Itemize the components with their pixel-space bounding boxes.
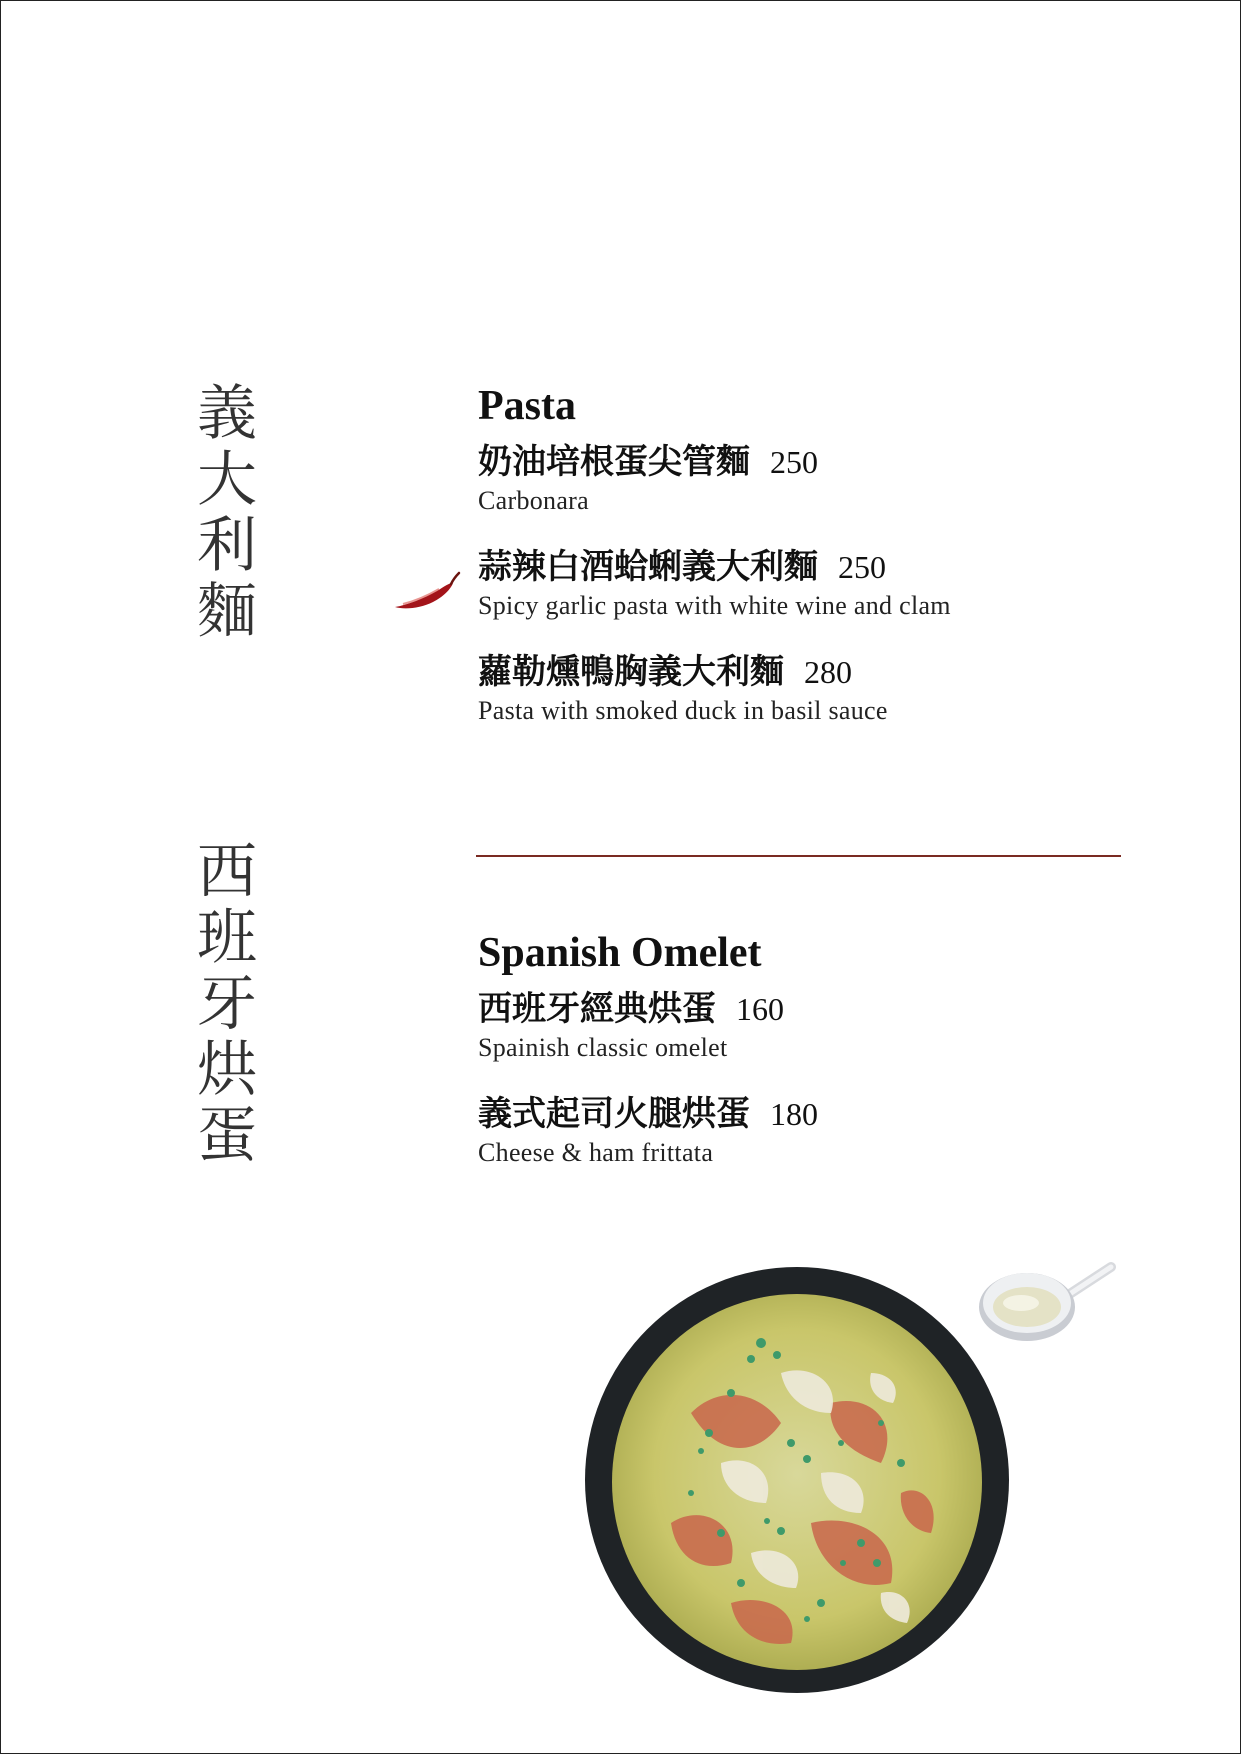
item-name-zh: 奶油培根蛋尖管麵 bbox=[478, 442, 750, 482]
menu-item bbox=[478, 544, 951, 622]
omelet-pan-illustration bbox=[581, 1263, 1013, 1697]
item-name-en: Cheese & ham frittata bbox=[478, 1138, 714, 1167]
omelet-section bbox=[478, 926, 818, 1196]
item-price: 280 bbox=[804, 654, 852, 690]
menu-item bbox=[478, 1091, 818, 1169]
item-name-zh: 蒜辣白酒蛤蜊義大利麵 bbox=[478, 547, 818, 587]
item-price: 250 bbox=[770, 444, 818, 480]
sauce-cup-illustration bbox=[971, 1259, 1121, 1359]
omelet-section-title: Spanish Omelet bbox=[478, 930, 762, 976]
item-name-en: Spicy garlic pasta with white wine and clam bbox=[478, 591, 951, 620]
item-name-zh: 義式起司火腿烘蛋 bbox=[478, 1094, 750, 1134]
pasta-section-title: Pasta bbox=[478, 383, 576, 429]
item-name-zh: 蘿勒燻鴨胸義大利麵 bbox=[478, 652, 784, 692]
item-price: 160 bbox=[736, 991, 784, 1027]
vertical-title-omelet: 西班牙烘蛋 bbox=[187, 839, 257, 1169]
menu-item bbox=[478, 986, 818, 1064]
section-divider bbox=[476, 855, 1121, 857]
item-name-en: Carbonara bbox=[478, 486, 589, 515]
item-price: 250 bbox=[838, 549, 886, 585]
vertical-title-pasta: 義大利麵 bbox=[187, 381, 257, 645]
pasta-section bbox=[478, 379, 951, 754]
menu-item bbox=[478, 439, 951, 517]
item-name-en: Pasta with smoked duck in basil sauce bbox=[478, 696, 888, 725]
item-price: 180 bbox=[770, 1096, 818, 1132]
item-name-en: Spainish classic omelet bbox=[478, 1033, 728, 1062]
menu-item bbox=[478, 649, 951, 727]
chili-pepper-icon bbox=[393, 571, 461, 611]
item-name-zh: 西班牙經典烘蛋 bbox=[478, 989, 716, 1029]
